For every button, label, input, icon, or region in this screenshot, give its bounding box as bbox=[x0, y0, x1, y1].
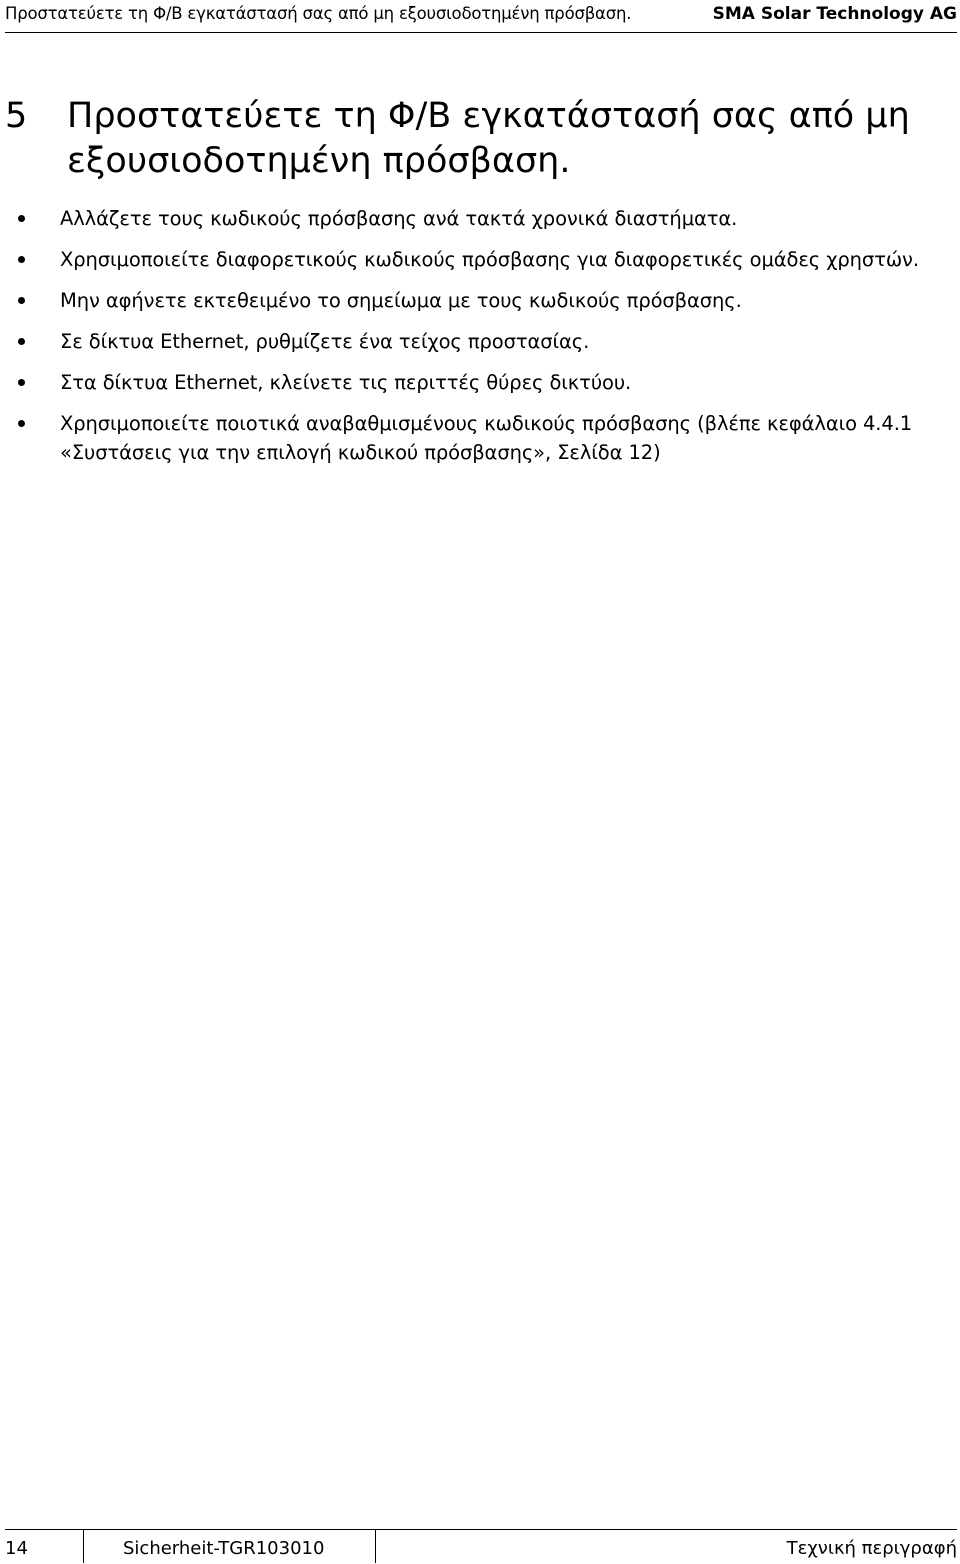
list-item bbox=[14, 204, 944, 233]
bullet-icon bbox=[18, 215, 25, 222]
bullet-icon bbox=[18, 256, 25, 263]
security-recommendations-list bbox=[14, 204, 944, 479]
page-footer bbox=[5, 1529, 957, 1563]
footer-divider bbox=[5, 1529, 957, 1530]
list-item bbox=[14, 286, 944, 315]
document-type: Τεχνική περιγραφή bbox=[786, 1538, 957, 1559]
page-header bbox=[5, 2, 957, 28]
chapter-title: Προστατεύετε τη Φ/Β εγκατάστασή σας από μη εξουσιοδοτημένη πρόσβαση. bbox=[67, 96, 910, 181]
page-number: 14 bbox=[5, 1538, 28, 1559]
list-item bbox=[14, 327, 944, 356]
list-item-text: Χρησιμοποιείτε διαφορετικούς κωδικούς πρόσβασης για διαφορετικές ομάδες χρηστών. bbox=[60, 248, 919, 271]
list-item-text: Χρησιμοποιείτε ποιοτικά αναβαθμισμένους κωδικούς πρόσβασης (βλέπε κεφάλαιο 4.4.1 «Συστάσεις για την επιλογή κωδικού πρόσβασης», Σελίδα 12) bbox=[60, 412, 913, 464]
list-item bbox=[14, 245, 944, 274]
bullet-icon bbox=[18, 420, 25, 427]
company-name: SMA Solar Technology AG bbox=[712, 4, 957, 24]
footer-separator bbox=[83, 1529, 84, 1563]
list-item-text: Μην αφήνετε εκτεθειμένο το σημείωμα με τους κωδικούς πρόσβασης. bbox=[60, 289, 742, 312]
running-title: Προστατεύετε τη Φ/Β εγκατάστασή σας από μη εξουσιοδοτημένη πρόσβαση. bbox=[5, 4, 632, 23]
chapter-number: 5 bbox=[5, 96, 28, 136]
list-item bbox=[14, 368, 944, 397]
footer-separator bbox=[375, 1529, 376, 1563]
bullet-icon bbox=[18, 338, 25, 345]
list-item bbox=[14, 409, 944, 467]
document-id: Sicherheit-TGR103010 bbox=[123, 1538, 325, 1559]
list-item-text: Στα δίκτυα Ethernet, κλείνετε τις περιττές θύρες δικτύου. bbox=[60, 371, 632, 394]
list-item-text: Αλλάζετε τους κωδικούς πρόσβασης ανά τακτά χρονικά διαστήματα. bbox=[60, 207, 738, 230]
header-divider bbox=[5, 32, 957, 33]
bullet-icon bbox=[18, 297, 25, 304]
bullet-icon bbox=[18, 379, 25, 386]
list-item-text: Σε δίκτυα Ethernet, ρυθμίζετε ένα τείχος προστασίας. bbox=[60, 330, 590, 353]
